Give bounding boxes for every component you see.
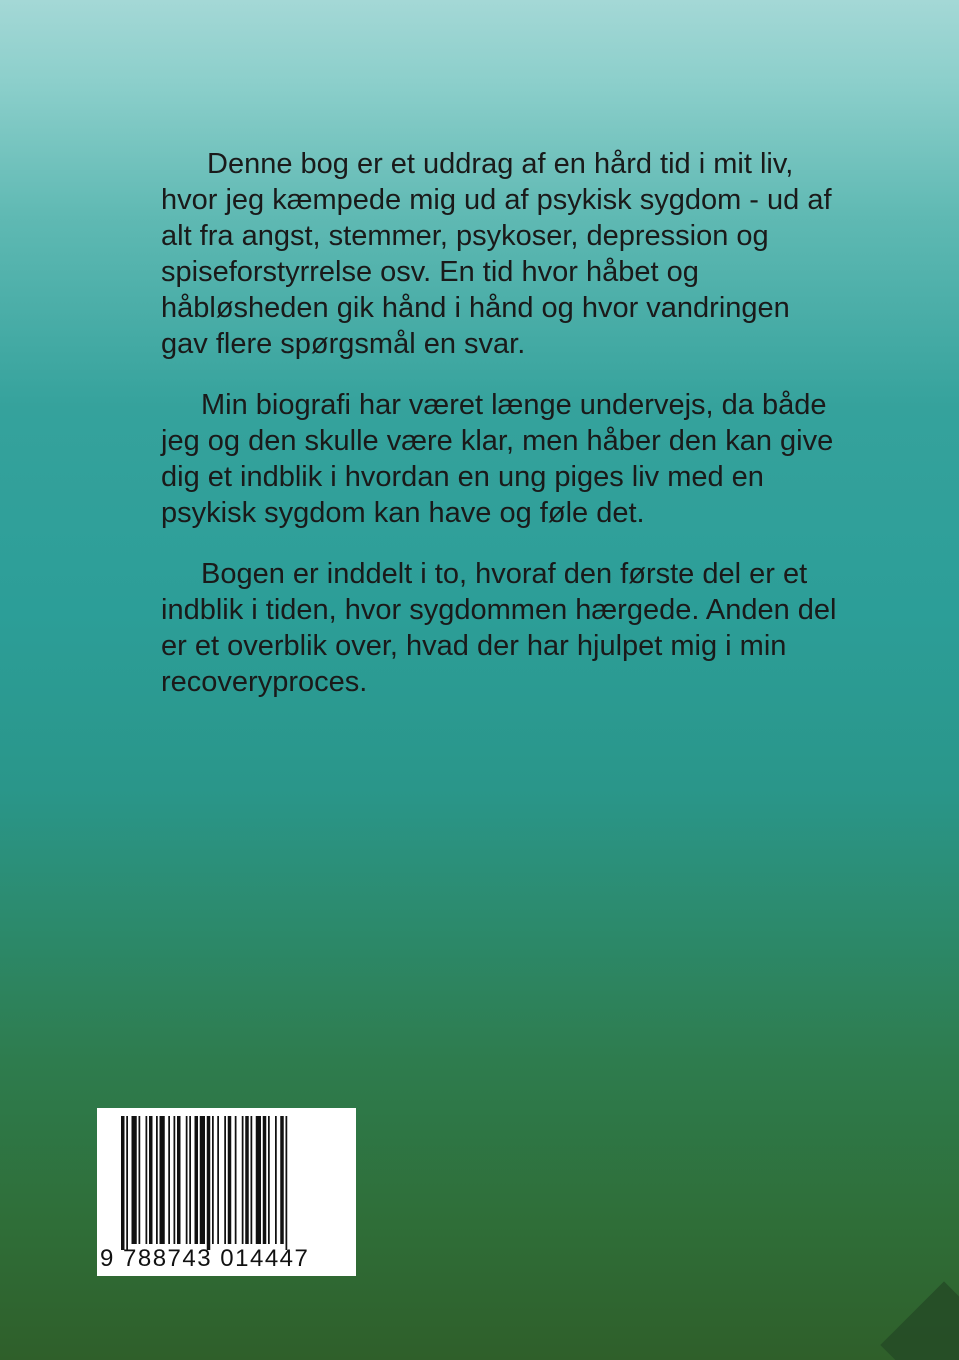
blurb-text <box>161 146 841 725</box>
barcode-bar <box>149 1116 153 1244</box>
barcode-bar <box>263 1116 267 1244</box>
barcode-bar <box>132 1116 137 1244</box>
barcode-bar <box>139 1116 141 1244</box>
barcode-bar <box>235 1116 237 1244</box>
barcode-bar <box>126 1116 128 1250</box>
barcode-bar <box>268 1116 270 1244</box>
blurb-paragraph-2: Min biografi har været længe undervejs, da både jeg og den skulle være klar, men håber den kan give dig et indblik i hvordan en ung piges liv med en psykisk sygdom kan have og føle det. <box>161 389 834 529</box>
barcode-bar <box>160 1116 165 1244</box>
barcode-bar <box>189 1116 191 1244</box>
barcode-bar <box>280 1116 284 1244</box>
isbn-barcode <box>97 1108 356 1276</box>
barcode-bar <box>207 1116 211 1250</box>
barcode-bar <box>174 1116 176 1244</box>
barcode-bar <box>146 1116 148 1244</box>
barcode-bar <box>212 1116 214 1244</box>
barcode-bar <box>245 1116 249 1244</box>
blurb-paragraph-1: Denne bog er et uddrag af en hård tid i mit liv, hvor jeg kæmpede mig ud af psykisk sygdom - ud af alt fra angst, stemmer, psykoser, depression og spiseforstyrrelse osv. En tid hvor håbet og håbløsheden gik hånd i hånd og hvor vandringen gav flere spørgsmål en svar. <box>161 148 832 360</box>
barcode-bar <box>228 1116 232 1244</box>
corner-shade <box>880 1281 959 1360</box>
barcode-bar <box>224 1116 226 1244</box>
isbn-number: 9 788743 014447 <box>100 1245 310 1272</box>
barcode-bar <box>177 1116 181 1244</box>
blurb-paragraph-3: Bogen er inddelt i to, hvoraf den første del er et indblik i tiden, hvor sygdommen hærgede. Anden del er et overblik over, hvad der har hjulpet mig i min recoveryproces. <box>161 558 837 698</box>
barcode-bar <box>156 1116 158 1244</box>
barcode-bar <box>251 1116 253 1244</box>
barcode-bar <box>195 1116 199 1244</box>
barcode-bar <box>186 1116 188 1244</box>
barcode-bar <box>121 1116 125 1250</box>
barcode-bar <box>256 1116 261 1244</box>
barcode-bar <box>217 1116 219 1244</box>
barcode-bar <box>275 1116 277 1244</box>
barcode-bar <box>286 1116 288 1250</box>
barcode-bar <box>200 1116 205 1244</box>
barcode-bar <box>168 1116 170 1244</box>
barcode-bar <box>242 1116 244 1244</box>
